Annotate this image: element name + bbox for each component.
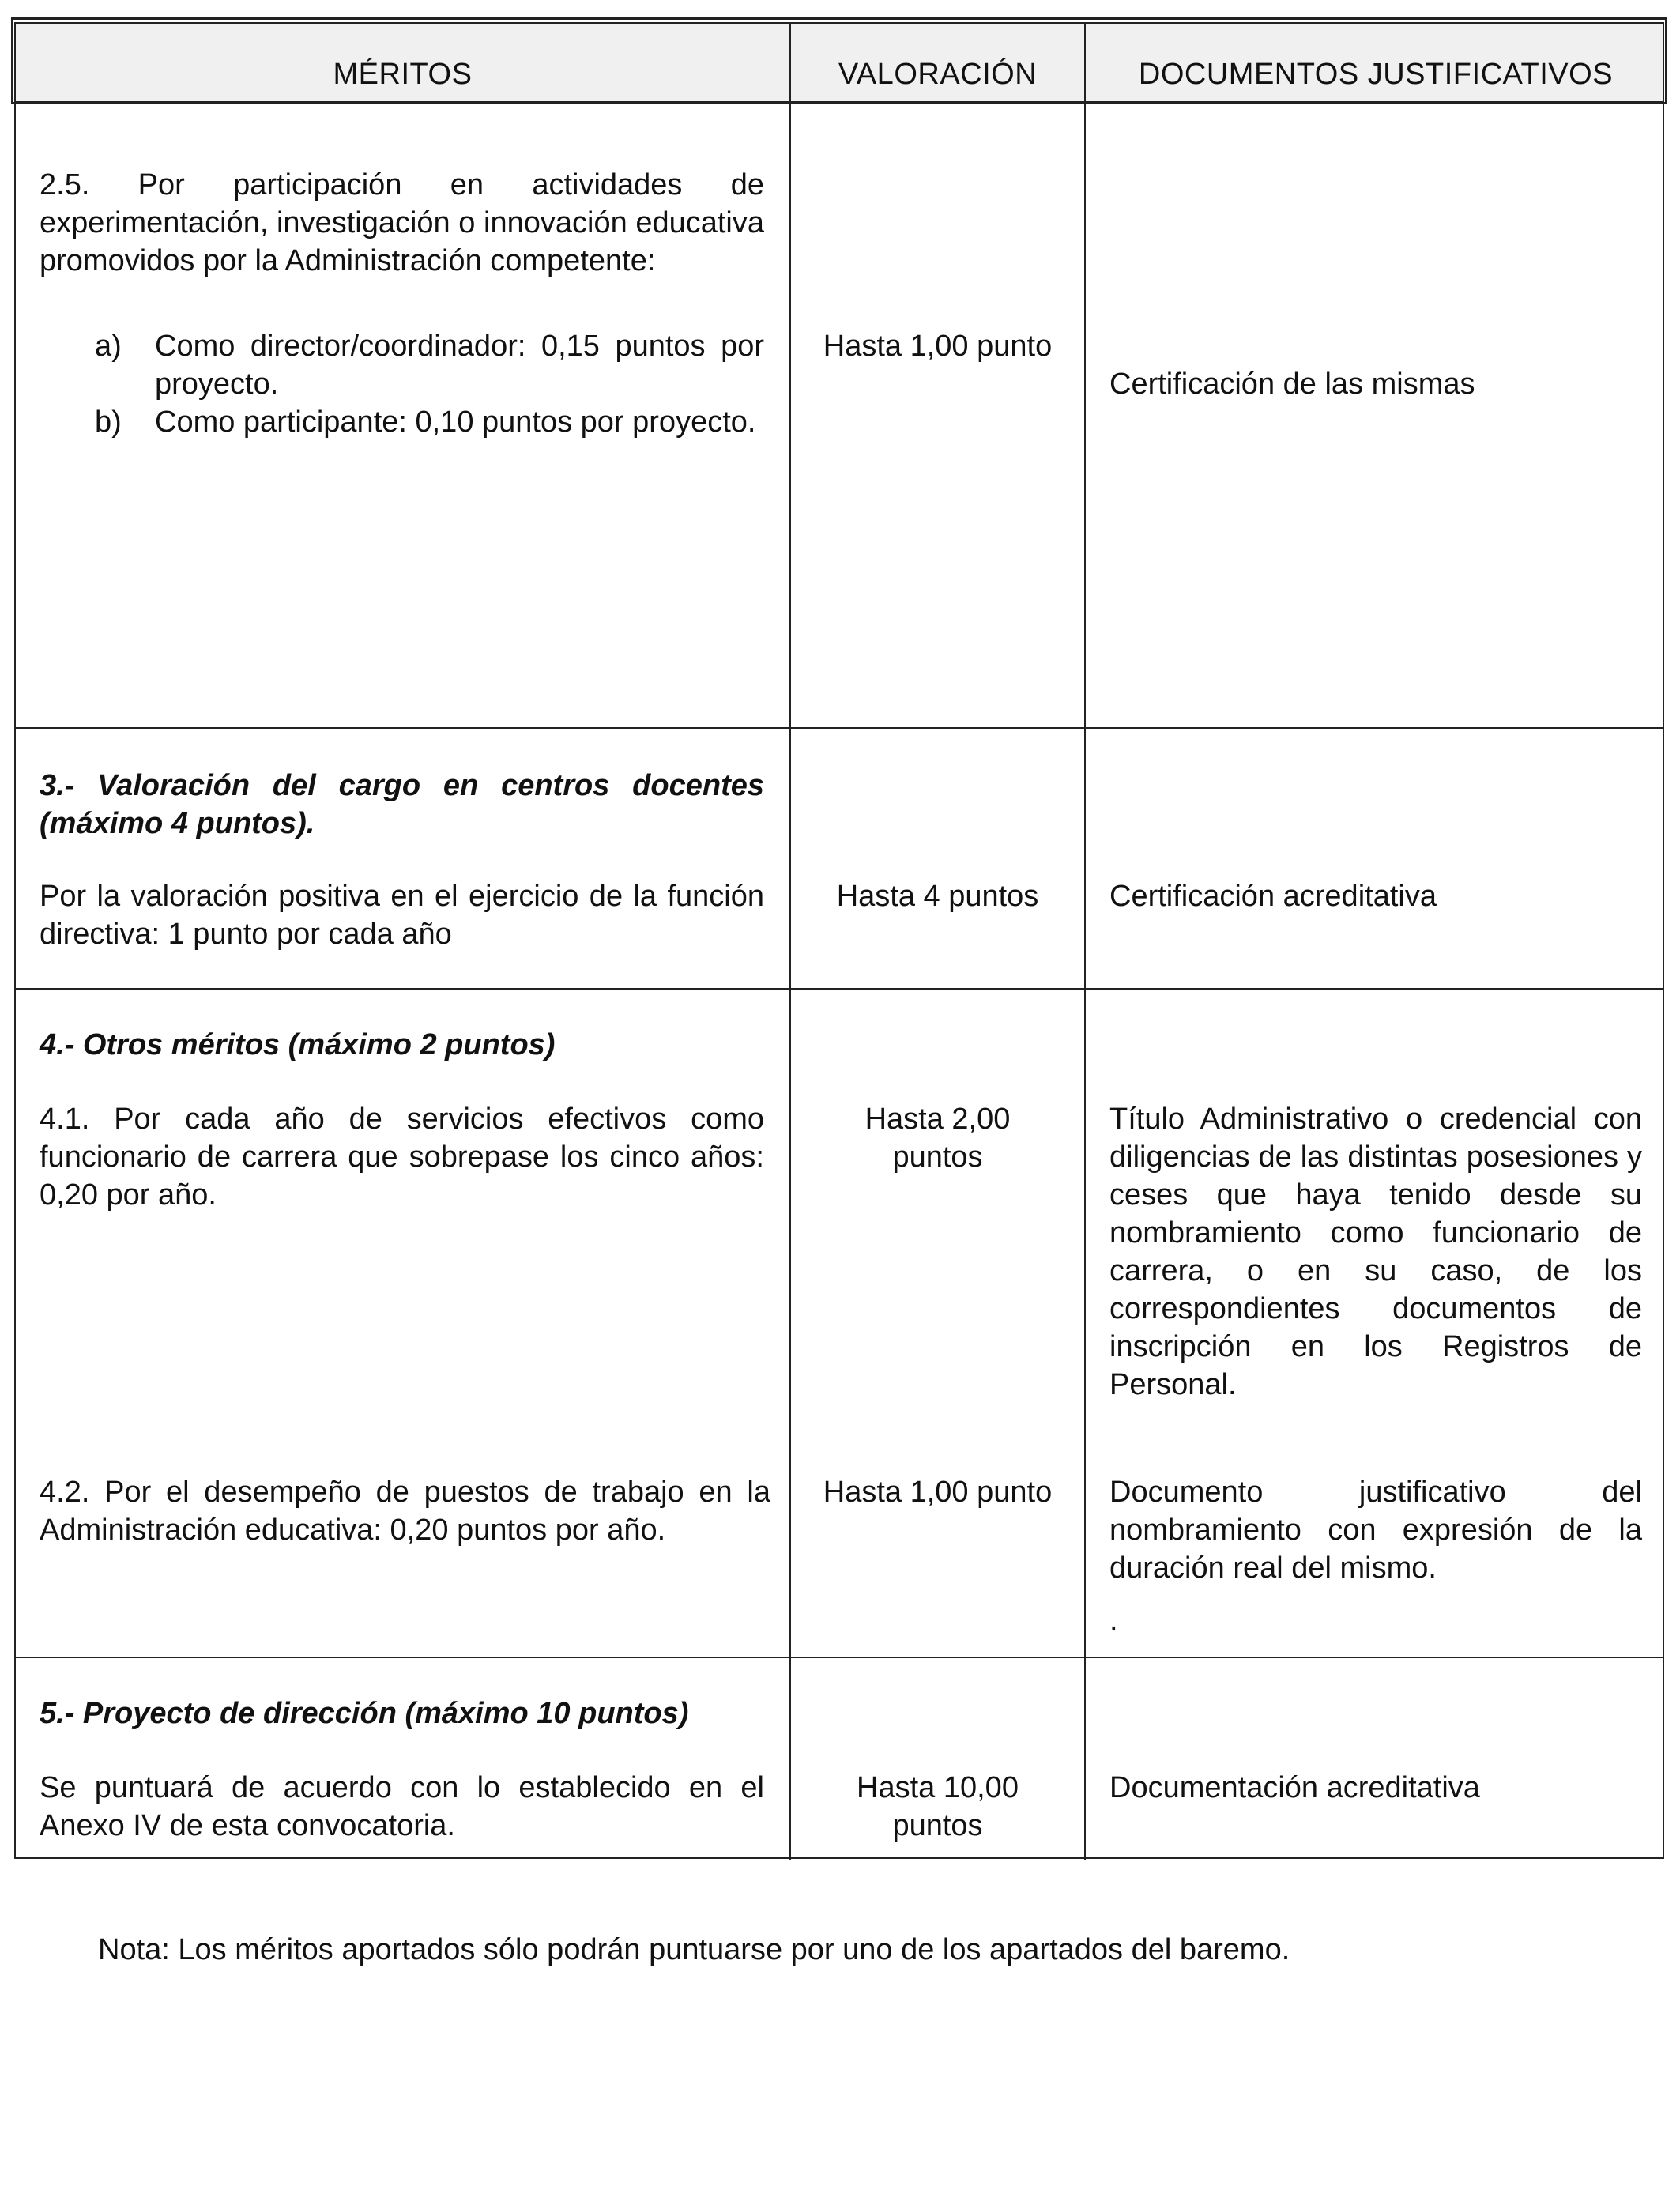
documentos-text: Título Administrativo o credencial con diligencias de las distintas posesiones y ceses que haya tenido desde su nombramiento como funcionario de carrera, o en su caso, de los correspondientes documentos de inscripción en los Registros de Personal. bbox=[1109, 1103, 1642, 1401]
section-heading: 4.- Otros méritos (máximo 2 puntos) bbox=[40, 1028, 556, 1061]
documentos-cell bbox=[1086, 990, 1666, 1657]
merit-text: Se puntuará de acuerdo con lo establecido en el Anexo IV de esta convocatoria. bbox=[40, 1771, 764, 1842]
table-row bbox=[16, 103, 1663, 729]
table-row bbox=[16, 729, 1663, 990]
documentos-text: Documentación acreditativa bbox=[1109, 1771, 1480, 1804]
valoracion-cell bbox=[791, 990, 1086, 1657]
merit-cell bbox=[16, 990, 791, 1657]
documentos-text: Documento justificativo del nombramiento con expresión de la duración real del mismo. bbox=[1109, 1476, 1642, 1585]
trailing-dot: . bbox=[1109, 1604, 1118, 1637]
documentos-text: Certificación de las mismas bbox=[1109, 368, 1475, 401]
merit-cell bbox=[16, 729, 791, 988]
merit-text: Por la valoración positiva en el ejercicio de la función directiva: 1 punto por cada año bbox=[40, 880, 764, 951]
section-heading: 5.- Proyecto de dirección (máximo 10 puntos) bbox=[40, 1697, 689, 1730]
list-item bbox=[40, 403, 764, 441]
header-documentos: DOCUMENTOS JUSTIFICATIVOS bbox=[1138, 58, 1614, 91]
valoracion-text: Hasta 4 puntos bbox=[836, 880, 1039, 913]
merit-list bbox=[40, 327, 764, 441]
documentos-cell bbox=[1086, 1658, 1666, 1860]
valoracion-text: Hasta 10,00 puntos bbox=[857, 1771, 1019, 1842]
valoracion-text: Hasta 1,00 punto bbox=[823, 1476, 1053, 1509]
header-valoracion: VALORACIÓN bbox=[791, 24, 1086, 101]
documentos-text: Certificación acreditativa bbox=[1109, 880, 1437, 913]
table-row bbox=[16, 990, 1663, 1658]
merit-cell bbox=[16, 1658, 791, 1860]
valoracion-cell bbox=[791, 103, 1086, 727]
table-header-row bbox=[16, 24, 1663, 103]
header-meritos: MÉRITOS bbox=[16, 24, 791, 101]
table-row bbox=[16, 1658, 1663, 1860]
valoracion-cell bbox=[791, 729, 1086, 988]
valoracion-text: Hasta 2,00 puntos bbox=[864, 1103, 1011, 1174]
list-item-text: Como director/coordinador: 0,15 puntos por proyecto. bbox=[155, 330, 764, 401]
merits-table bbox=[14, 22, 1664, 1859]
valoracion-cell bbox=[791, 1658, 1086, 1860]
merit-text: 2.5. Por participación en actividades de experimentación, investigación o innovación educativa promovidos por la Administración competente: bbox=[40, 168, 764, 277]
list-item bbox=[40, 327, 764, 403]
merit-text: 4.1. Por cada año de servicios efectivos como funcionario de carrera que sobrepase los cinco años: 0,20 por año. bbox=[40, 1103, 764, 1212]
section-heading: 3.- Valoración del cargo en centros docentes (máximo 4 puntos). bbox=[40, 769, 764, 840]
documentos-cell bbox=[1086, 103, 1666, 727]
documentos-cell bbox=[1086, 729, 1666, 988]
footnote: Nota: Los méritos aportados sólo podrán puntuarse por uno de los apartados del baremo. bbox=[98, 1933, 1290, 1966]
merit-cell bbox=[16, 103, 791, 727]
merit-text: 4.2. Por el desempeño de puestos de trabajo en la Administración educativa: 0,20 puntos por año. bbox=[40, 1476, 770, 1547]
list-marker: b) bbox=[95, 405, 122, 439]
list-item-text: Como participante: 0,10 puntos por proyecto. bbox=[155, 405, 756, 439]
list-marker: a) bbox=[95, 330, 122, 363]
valoracion-text: Hasta 1,00 punto bbox=[823, 330, 1053, 363]
